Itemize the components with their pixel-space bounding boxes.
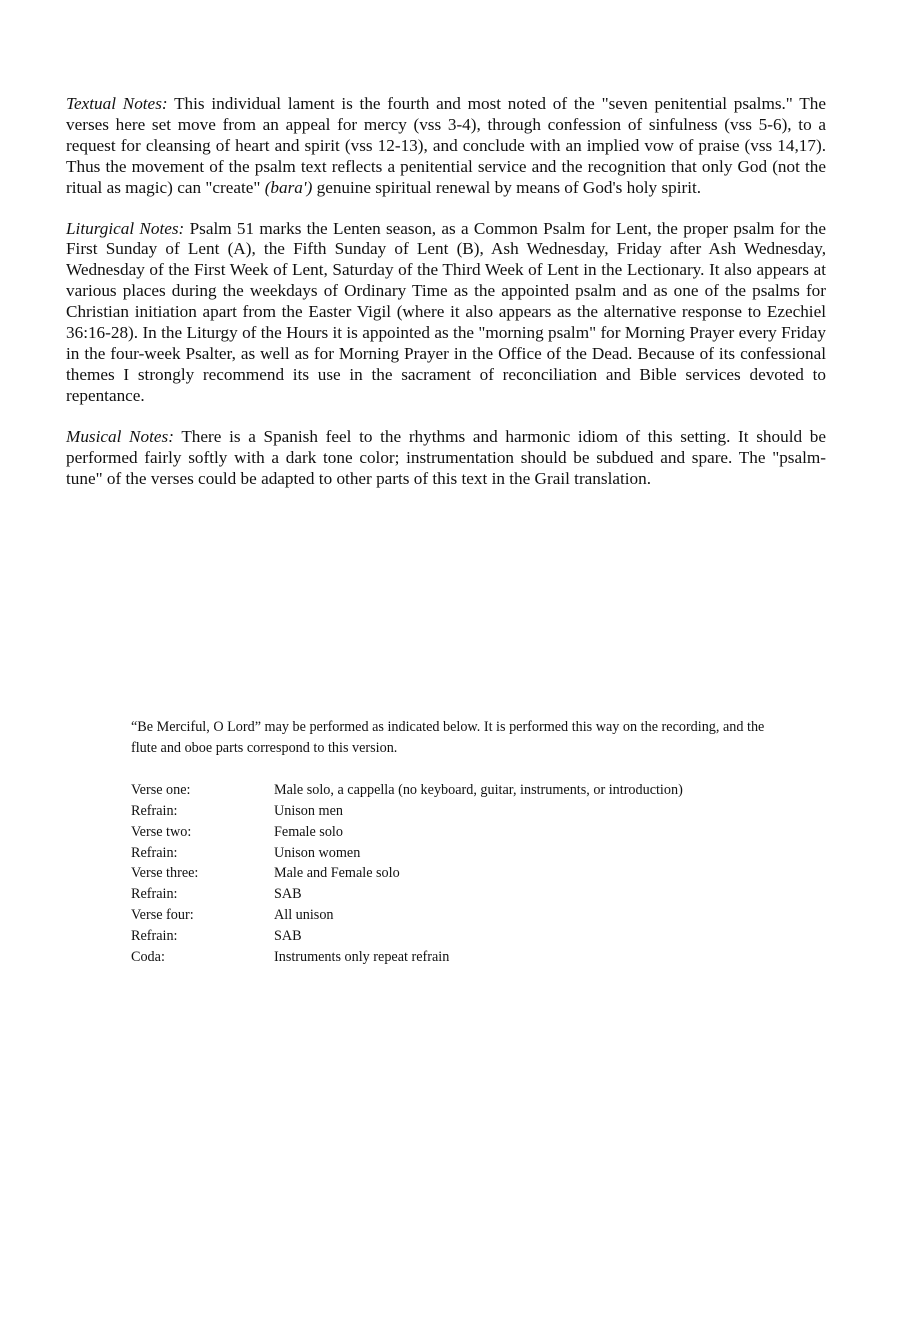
performance-performer: SAB [274, 886, 302, 903]
performance-part: Verse four: [131, 907, 194, 924]
performance-row [131, 884, 683, 905]
performance-section [131, 717, 791, 968]
performance-part: Refrain: [131, 886, 178, 903]
performance-part: Verse three: [131, 865, 199, 882]
performance-part: Refrain: [131, 802, 178, 819]
performance-row [131, 822, 683, 843]
textual-notes-heading: Textual Notes: [66, 94, 168, 113]
performance-part: Refrain: [131, 928, 178, 945]
performance-performer: Female solo [274, 823, 343, 840]
performance-table [131, 780, 683, 968]
liturgical-notes-heading: Liturgical Notes: [66, 218, 185, 238]
performance-row [131, 905, 683, 926]
performance-part: Verse one: [131, 781, 191, 798]
liturgical-notes-paragraph [66, 219, 826, 407]
performance-performer: SAB [274, 928, 302, 945]
musical-notes-paragraph [66, 427, 826, 490]
performance-performer: Male solo, a cappella (no keyboard, guitar, instruments, or introduction) [274, 781, 683, 798]
performance-row [131, 926, 683, 947]
textual-notes-text: This individual lament is the fourth and most noted of the "seven penitential psalms." The verses here set move from an appeal for mercy (vss 3-4), through confession of sinfulness (vss 5-6), to a request for cleansing of heart and spirit (vss 12-13), and conclude with an implied vow of praise (vss 14,17). Thus the movement of the psalm text reflects a penitential service and the recognition that only God (not the ritual as magic) can "create" [66, 94, 826, 197]
performance-performer: Unison men [274, 802, 343, 819]
textual-notes-paragraph [66, 94, 826, 199]
musical-notes-text: There is a Spanish feel to the rhythms and harmonic idiom of this setting. It should be performed fairly softly with a dark tone color; instrumentation should be subdued and spare. The "psalm-tune" of the verses could be adapted to other parts of this text in the Grail translation. [66, 426, 826, 488]
liturgical-notes-text: Psalm 51 marks the Lenten season, as a Common Psalm for Lent, the proper psalm for the First Sunday of Lent (A), the Fifth Sunday of Lent (B), Ash Wednesday, Friday after Ash Wednesday, Wednesday of the First Week of Lent, Saturday of the Third Week of Lent in the Lectionary. It also appears at various places during the weekdays of Ordinary Time as the appointed psalm and as one of the psalms for Christian initiation apart from the Easter Vigil (where it also appears as the alternative response to Ezechiel 36:16-28). In the Liturgy of the Hours it is appointed as the "morning psalm" for Morning Prayer every Friday in the four-week Psalter, as well as for Morning Prayer in the Office of the Dead. Because of its confessional themes I strongly recommend its use in the sacrament of reconciliation and Bible services devoted to repentance. [66, 218, 827, 405]
performance-row [131, 843, 683, 864]
performance-intro: “Be Merciful, O Lord” may be performed as indicated below. It is performed this way on the recording, and the flute and oboe parts correspond to this version. [131, 719, 765, 756]
performance-performer: Unison women [274, 844, 361, 861]
performance-performer: All unison [274, 907, 334, 924]
textual-notes-text-end: genuine spiritual renewal by means of God's holy spirit. [316, 177, 702, 197]
performance-performer: Instruments only repeat refrain [274, 949, 450, 966]
notes-section [66, 94, 826, 509]
performance-row [131, 947, 683, 968]
performance-part: Coda: [131, 949, 165, 966]
textual-notes-term: (bara') [264, 177, 313, 197]
musical-notes-heading: Musical Notes: [66, 426, 174, 446]
performance-part: Verse two: [131, 823, 192, 840]
performance-row [131, 863, 683, 884]
performance-part: Refrain: [131, 844, 178, 861]
performance-row [131, 780, 683, 801]
performance-row [131, 801, 683, 822]
performance-performer: Male and Female solo [274, 865, 400, 882]
